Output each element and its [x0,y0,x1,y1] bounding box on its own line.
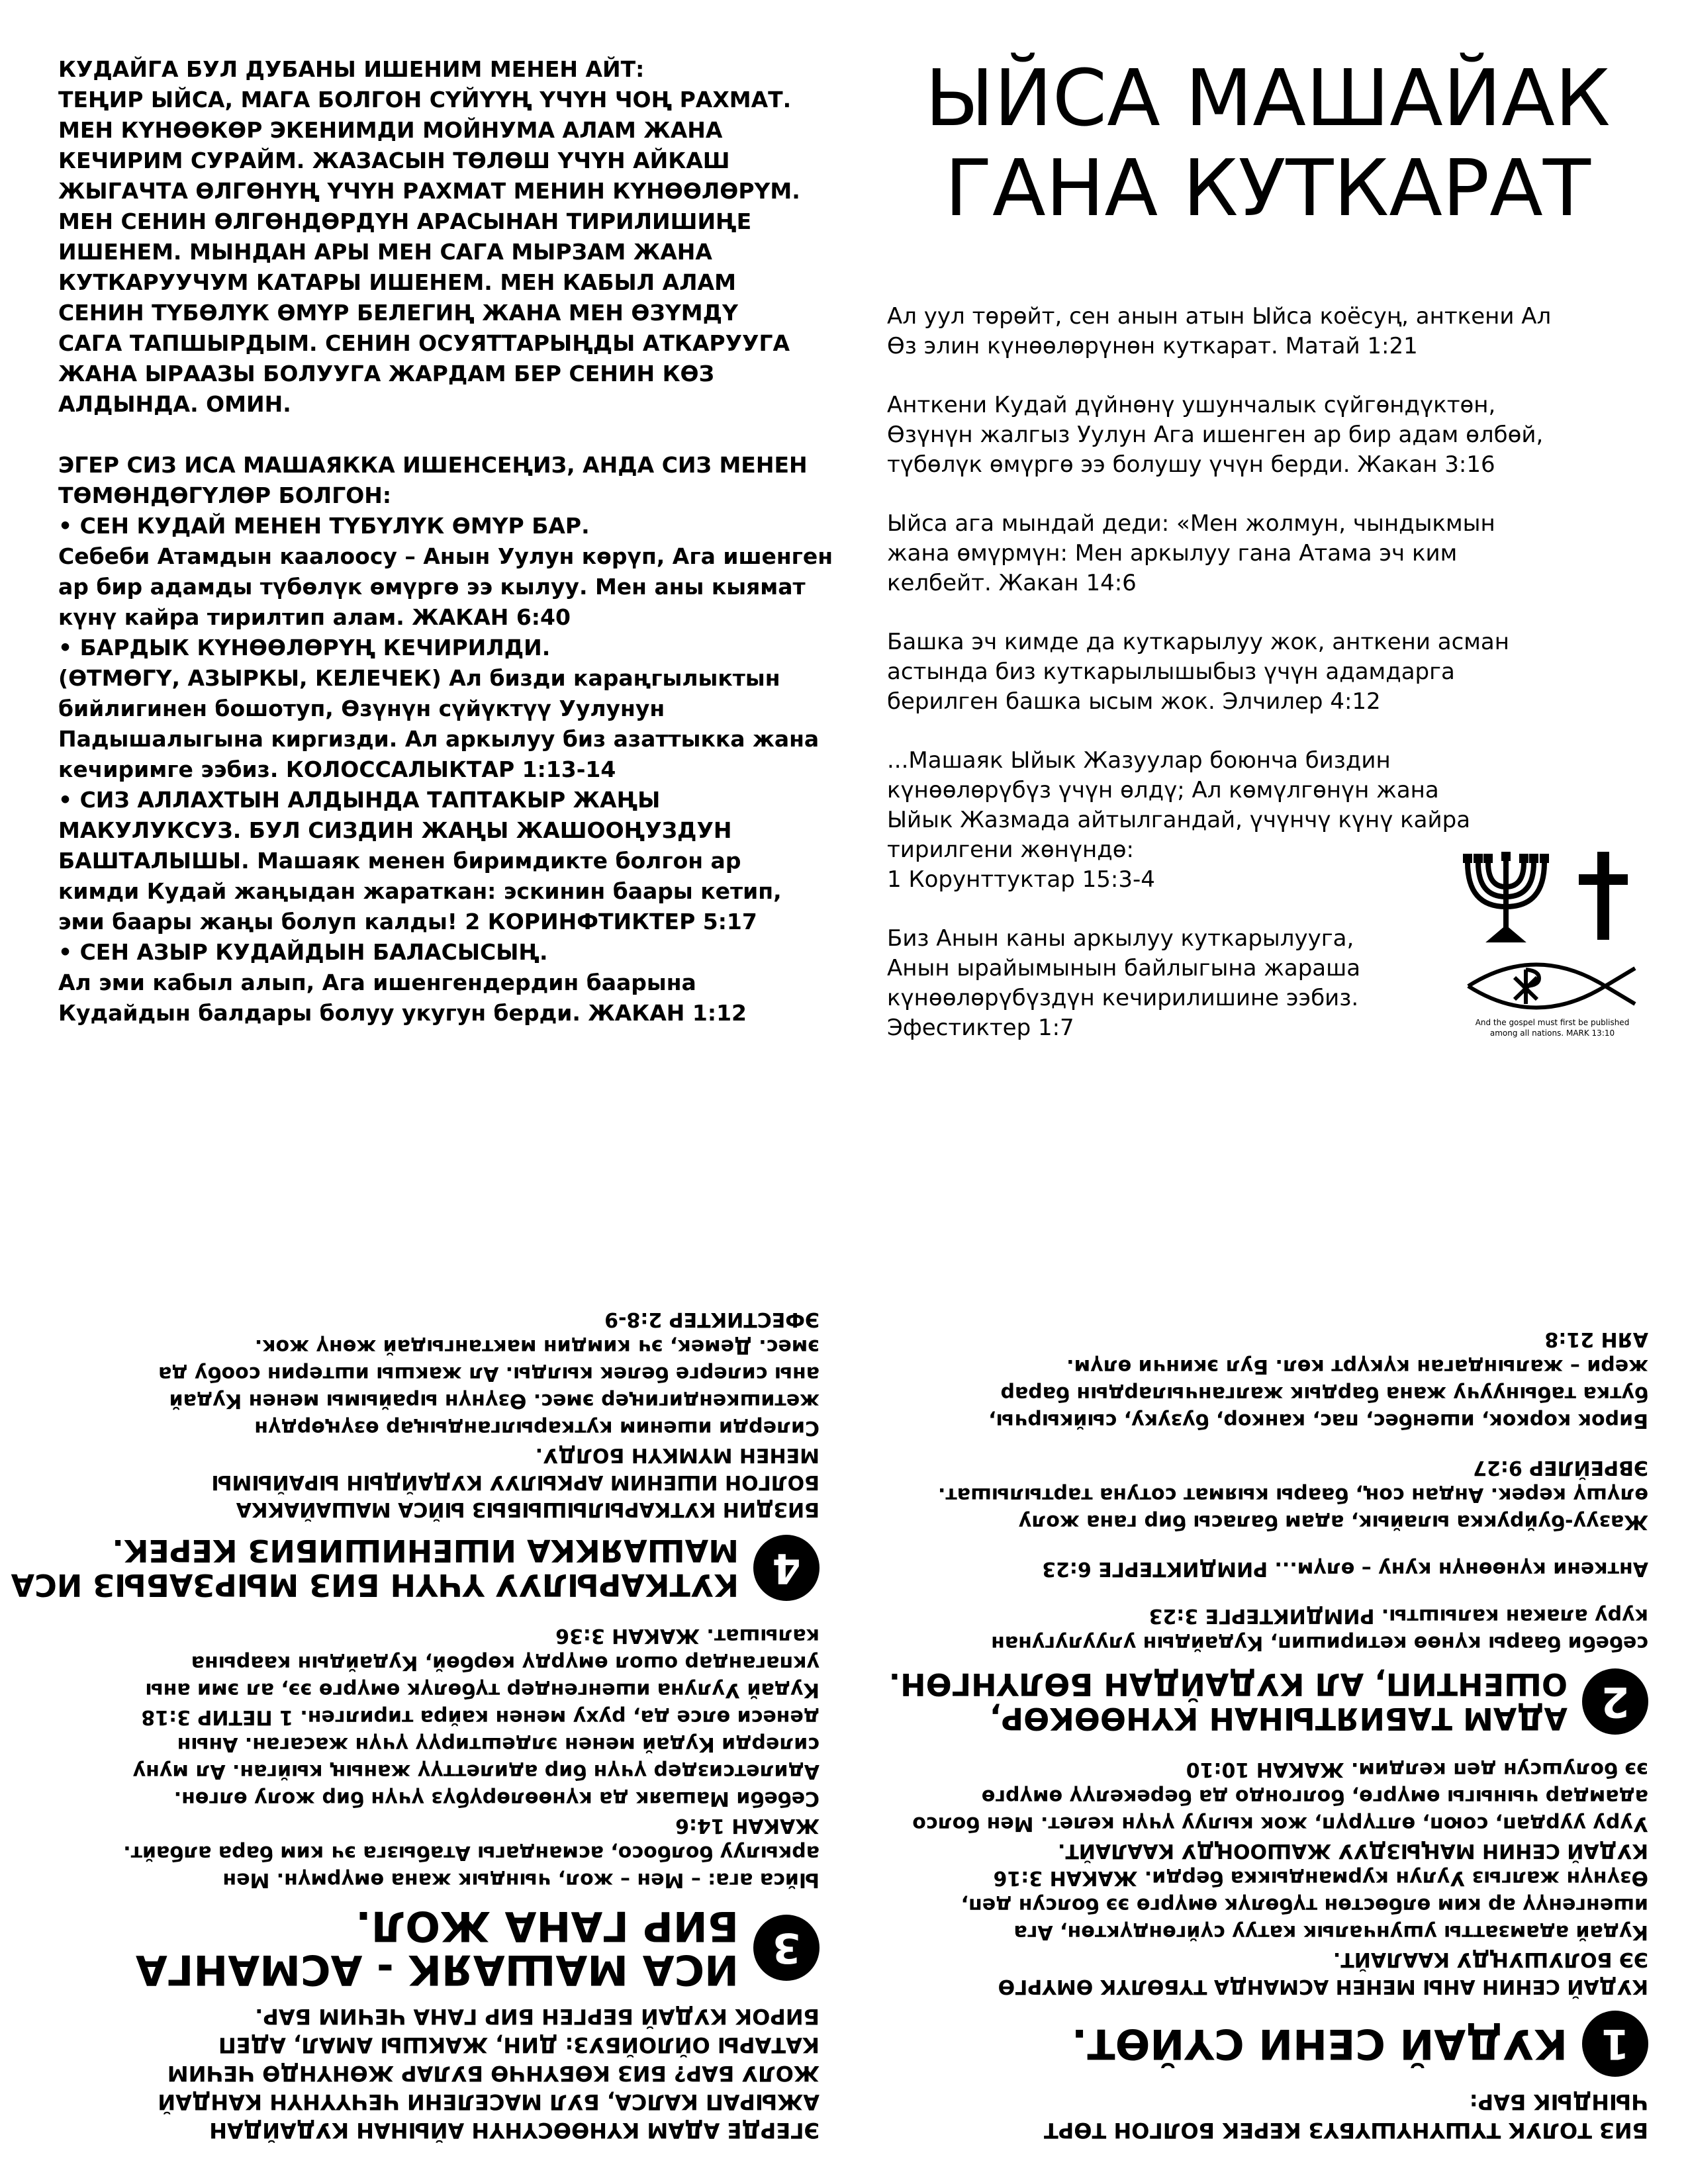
results-line: Падышалыгына киргизди. Ал аркылуу биз азаттыкка жана [58,726,820,752]
section-body-line: Ууру уурдап, союп, өлтүрүп, жок кылуу үчүн келет. Мен болсо [912,1812,1648,1835]
intro-line: ЭГЕРДЕ АДАМ КҮНӨӨСҮНҮН АЙЫНАН КУДАЙДАН [209,2118,820,2143]
prayer-line: КЕЧИРИМ СУРАЙМ. ЖАЗАСЫН ТӨЛӨШ ҮЧҮН АЙКАШ [58,148,730,173]
section-body-line: денеси өлсе да, руху менен кайра тирилген. 1 ПЕТИР 3:18 [141,1706,820,1729]
section-body-line: силерди Кудай менен элдештирүү үчүн жасаган. Анын [177,1733,820,1756]
verse-line: астында биз куткарылышыбыз үчүн адамдарга [887,659,1455,685]
verse-line: Ал уул төрөйт, сен анын атын Ыйса коёсуң, анткени Ал [887,303,1552,330]
section-sub-line: КУДАЙ СЕНИН АНЫ МЕНЕН АСМАНДА ТҮБӨЛҮК ӨМҮРГӨ [998,1975,1648,1998]
results-line: кечиримге ээбиз. КОЛОССАЛЫКТАР 1:13-14 [58,756,616,782]
intro-line: КАТАРЫ ОЙЛОЙБУЗ: ДИН, ЖАКШЫ АМАЛ, АДЕП [218,2032,820,2058]
section-number-badge: 3 [753,1915,820,1981]
prayer-line: ТЕҢИР ЫЙСА, МАГА БОЛГОН СҮЙҮҮҢ ҮЧҮН ЧОҢ РАХМАТ. [58,87,792,113]
cover-title-line2: ГАНА КУТКАРАТ [945,142,1591,234]
section-sub-line: КУДАЙ СЕНИН МАҢЫЗДУУ ЖАШООҢДУ КААЛАЙТ. [1057,1839,1648,1862]
verse-group [887,390,1648,480]
symbols-art [1456,850,1648,1016]
section-body-line: аны силерге белек кылды. Ал жакшы иштерин сообу да [158,1362,820,1385]
verse-line: Ыйык Жазмада айтылгандай, үчүнчү күнү кайра [887,807,1471,833]
verse-line: түбөлүк өмүргө ээ болушу үчүн берди. Жакан 3:16 [887,451,1495,478]
section-sub-line: ЭЭ БОЛУШУҢДУ КААЛАЙТ. [1333,1948,1648,1971]
section-body-line: ЭВРЕЙЛЕР 9:27 [1473,1456,1648,1479]
section-body-line: Адилетсиздер үчүн бир адилеттүү жаның кыйган. Ал муну [132,1760,820,1783]
verse-line: тирилгени жөнүндө: [887,837,1135,863]
verse-group [887,509,1648,598]
results-line: ТӨМӨНДӨГҮЛӨР БОЛГОН: [58,482,392,508]
section-2-heading: АДАМ ТАБИЯТЫНАН КҮНӨӨКӨР, [989,1701,1568,1737]
section-4-heading: КУТКАРЫЛУУ ҮЧҮН БИЗ МЫРЗАБЫЗ ИСА [11,1567,739,1603]
prayer-line: ИШЕНЕМ. МЫНДАН АРЫ МЕН САГА МЫРЗАМ ЖАНА [58,239,712,265]
verse-line: ...Машаяк Ыйык Жазуулар боюнча биздин [887,747,1391,774]
results-line: ар бир адамды түбөлүк өмүргө ээ кылуу. Мен аны кыямат [58,574,806,600]
cross-icon [1579,852,1628,940]
results-line: • СЕН АЗЫР КУДАЙДЫН БАЛАСЫСЫҢ. [58,939,548,965]
prayer-line: КУДАЙГА БУЛ ДУБАНЫ ИШЕНИМ МЕНЕН АЙТ: [58,56,645,82]
section-body-line: Жазуу-буйрукка ылайык, адам баласы бир гана жолу [1018,1510,1648,1533]
results-line: Себеби Атамдын каалоосу – Анын Уулун көрүп, Ага ишенген [58,543,833,569]
prayer-line: ЖАНА ЫРААЗЫ БОЛУУГА ЖАРДАМ БЕР СЕНИН КӨЗ [58,361,715,387]
section-body-line: куру алакан калышты. РИМДИКТЕРГЕ 3:23 [1149,1604,1648,1627]
verse-line: Биз Анын каны аркылуу куткарылууга, [887,925,1354,952]
section-number-badge: 4 [753,1535,820,1601]
intro-line: АЖЫРАП КАЛСА, БУЛ МАСЕЛЕНИ ЧЕЧҮҮНҮН КАНДАЙ [158,2089,820,2115]
prayer-line: САГА ТАПШЫРДЫМ. СЕНИН ОСУЯТТАРЫҢДЫ АТКАРУУГА [58,330,790,356]
results-line: • СИЗ АЛЛАХТЫН АЛДЫНДА ТАПТАКЫР ЖАҢЫ [58,787,661,813]
section-body-line: ээ болушсун деп келдим. ЖАКАН 10:10 [1186,1758,1648,1781]
prayer-panel [58,54,833,1028]
verse-line: күнөөлөрүбүздүн кечирилишине ээбиз. [887,985,1359,1011]
section-body-line: бутка табынуучу жана бардык жалганчылардын барар [1000,1382,1648,1405]
results-line: МАКУЛУКСУЗ. БУЛ СИЗДИН ЖАҢЫ ЖАШООҢУЗДУН [58,817,732,843]
verse-line: жана өмүрмүн: Мен аркылуу гана Атама эч ким [887,540,1458,567]
intro-line: БИРОК КУДАЙ БЕРГЕН БИР ГАНА ЧЕЧИМ БАР. [255,2004,820,2029]
verse-line: күнөөлөрүбүз үчүн өлдү; Ал көмүлгөнүн жана [887,777,1439,803]
section-body-line: Анткени күнөөнүн куну – өлүм... РИМДИКТЕРГЕ 6:23 [1042,1557,1648,1580]
prayer-line: МЕН СЕНИН ӨЛГӨНДӨРДҮН АРАСЫНАН ТИРИЛИШИҢЕ [58,208,752,234]
verse-line: Ыйса ага мындай деди: «Мен жолмун, чындыкмын [887,510,1495,537]
verse-line: келбейт. Жакан 14:6 [887,570,1137,596]
results-line: кимди Кудай жаңыдан жараткан: эскинин баары кетип, [58,878,782,904]
section-2-header [887,1667,1648,1736]
section-sub-line: БОЛГОН ИШЕНИМ АРКЫЛУУ КУДАЙДЫН ЫРАЙЫМЫ [211,1471,820,1494]
section-sub-line: БИЗДИН КУТКАРЫЛЫШЫБЫЗ ЫЙСА МАШАЙАККА [236,1498,820,1521]
symbols-caption [1456,1017,1648,1038]
inverted-left-panel [11,1145,820,2144]
results-line: Кудайдын балдары болуу укугун берди. ЖАКАН 1:12 [58,1000,747,1026]
prayer-line: ЖЫГАЧТА ӨЛГӨНҮҢ ҮЧҮН РАХМАТ МЕНИН КҮНӨӨЛӨРҮМ. [58,178,800,204]
symbols-block [1456,850,1648,1049]
verse-line: Эфестиктер 1:7 [887,1015,1074,1041]
section-2-heading: ОШЕНТИП, АЛ КУДАЙДАН БӨЛҮНГӨН. [888,1666,1568,1702]
section-number-badge: 1 [1582,2011,1648,2077]
menorah-icon [1463,852,1549,940]
section-ref: ЭФЕСТИКТЕР 2:8-9 [604,1308,820,1331]
results-line: (ӨТМӨГҮ, АЗЫРКЫ, КЕЛЕЧЕК) Ал бизди караңгылыктын [58,665,780,691]
results-line: бийлигинен бошотуп, Өзүнүн сүйүктүү Уулунун [58,696,665,721]
results-line: эми баары жаңы болуп калды! 2 КОРИНФТИКТЕР 5:17 [58,909,757,934]
intro-line: ЧЫНДЫК БАР: [1469,2089,1648,2115]
verse-group [887,302,1648,361]
section-body-line: эмес. Демек, эч кимдин мактангыдай жөнү жок. [254,1335,820,1358]
inverted-right-panel [887,1145,1648,2144]
results-line: • БАРДЫК КҮНӨӨЛӨРҮҢ КЕЧИРИЛДИ. [58,635,551,660]
verse-line: берилген башка ысым жок. Элчилер 4:12 [887,688,1381,715]
results-line: • СЕН КУДАЙ МЕНЕН ТҮБҮЛҮК ӨМҮР БАР. [58,513,590,539]
prayer-line: КУТКАРУУЧУМ КАТАРЫ ИШЕНЕМ. МЕН КАБЫЛ АЛАМ [58,269,736,295]
intro-line: ЖОЛУ БАР? БИЗ КӨБҮНЧӨ БУЛАР ЖӨНҮНДӨ ЧЕЧИМ [167,2061,820,2086]
section-4-heading: МАШАЯККА ИШЕНИШИБИЗ КЕРЕК. [112,1533,739,1569]
caption-line: among all nations. MARK 13:10 [1489,1028,1615,1038]
section-body-line: жери – жалындаган күкүрт көл. Бул экинчи өлүм. [1066,1355,1648,1378]
verse-line: 1 Корунттуктар 15:3-4 [887,866,1155,893]
section-body-line: өлүшү керек. Андан соң, баары кыямат сотуна тартылышат. [938,1483,1648,1506]
section-body-line: жетишкендигиңер эмес. Өзүнүн ырайымы менен Кудай [169,1389,820,1412]
section-3-heading: БИР ГАНА ЖОЛ. [355,1902,739,1950]
results-line: ЭГЕР СИЗ ИСА МАШАЯККА ИШЕНСЕҢИЗ, АНДА СИЗ МЕНЕН [58,452,808,478]
prayer-line: АЛДЫНДА. ОМИН. [58,391,291,417]
section-body-line: Себеби Машаяк да күнөөлөрүбүз үчүн бир жолу өлгөн. [173,1787,820,1810]
caption-line: And the gospel must first be published [1475,1018,1630,1027]
section-body-line: Өзүнүн жалгыз Уулун курмандыкка берди. ЖАКАН 3:16 [993,1866,1648,1889]
section-3-header [58,1902,820,1994]
verse-line: Өзүнүн жалгыз Уулун Ага ишенген ар бир адам өлбөй, [887,422,1544,448]
verse-line: Өз элин күнөөлөрүнөн куткарат. Матай 1:21 [887,333,1418,359]
section-body-line: Кудай Уулуна ишенгендер түбөлүк өмүргө ээ, ал эми аны [145,1678,820,1702]
section-body-line: адамдар чыныгы өмүргө, болгондо да берекелүү өмүргө [981,1785,1648,1808]
section-body-line: Кудай адамзатты ушунчалык катуу сүйгөндүктөн, Ага [1013,1921,1648,1944]
results-line: БАШТАЛЫШЫ. Машаяк менен биримдикте болгон ар [58,848,741,874]
cover-title-line1: ЫЙСА МАШАЙАК [925,52,1611,144]
section-body-line: калышат. ЖАКАН 3:36 [555,1624,820,1647]
section-3-heading: ИСА МАШАЯК - АСМАНГА [135,1946,739,1994]
verse-line: Анын ырайымынын байлыгына жараша [887,955,1361,981]
section-body-line: Силерди ишеним куткарылгандыңар өзүңөрдүн [254,1416,820,1439]
section-ref: АЯН 21:8 [1544,1328,1648,1351]
section-body-line: себеби баары күнөө кетиришип, Кудайдын улуулугунан [991,1631,1648,1655]
verse-group [887,627,1648,717]
section-number-badge: 2 [1582,1668,1648,1735]
results-line: Ал эми кабыл алып, Ага ишенгендердин баарына [58,970,696,995]
prayer-block [58,54,820,420]
prayer-line: СЕНИН ТҮБӨЛҮК ӨМҮР БЕЛЕГИҢ ЖАНА МЕН ӨЗҮМДҮ [58,300,738,326]
section-body-line: Бирок коркок, ишенбес, пас, канкор, бузуку, сыйкырчы, [988,1409,1648,1432]
ichthys-chi-rho-icon [1468,965,1635,1008]
section-body-line: укпагандар ошол өмүрдү көрбөй, Кудайдын каарына [191,1651,820,1674]
section-body-line: Ыйса ага: – Мен – жол, чындык жана өмүрмүн. Мен [222,1868,820,1891]
section-1-header [887,2011,1648,2077]
section-body-line: ишенгенүү ар ким өлбөстөн түбөлүк өмүргө ээ болсун деп, [961,1893,1648,1917]
section-body-line: аркылуу болбосо, асмандагы Атабызга эч ким бара албайт. [123,1841,820,1864]
section-4-header [11,1533,820,1603]
prayer-line: МЕН КҮНӨӨКӨР ЭКЕНИМДИ МОЙНУМА АЛАМ ЖАНА [58,117,723,143]
results-line: күнү кайра тирилтип алам. ЖАКАН 6:40 [58,604,571,630]
results-block [58,450,833,1028]
section-1-heading: КУДАЙ СЕНИ СҮЙӨТ. [1071,2020,1568,2068]
intro-line: БИЗ ТОЛУК ТҮШҮНҮШҮБҮЗ КЕРЕК БОЛГОН ТӨРТ [1043,2118,1648,2143]
verse-line: Анткени Кудай дүйнөнү ушунчалык сүйгөндүктөн, [887,392,1496,418]
verse-line: Башка эч кимде да куткарылуу жок, анткени асман [887,629,1509,655]
section-body-line: ЖАКАН 14:6 [675,1814,820,1837]
section-sub-line: МЕНЕН МҮМКҮН БОЛДУ. [535,1443,820,1467]
